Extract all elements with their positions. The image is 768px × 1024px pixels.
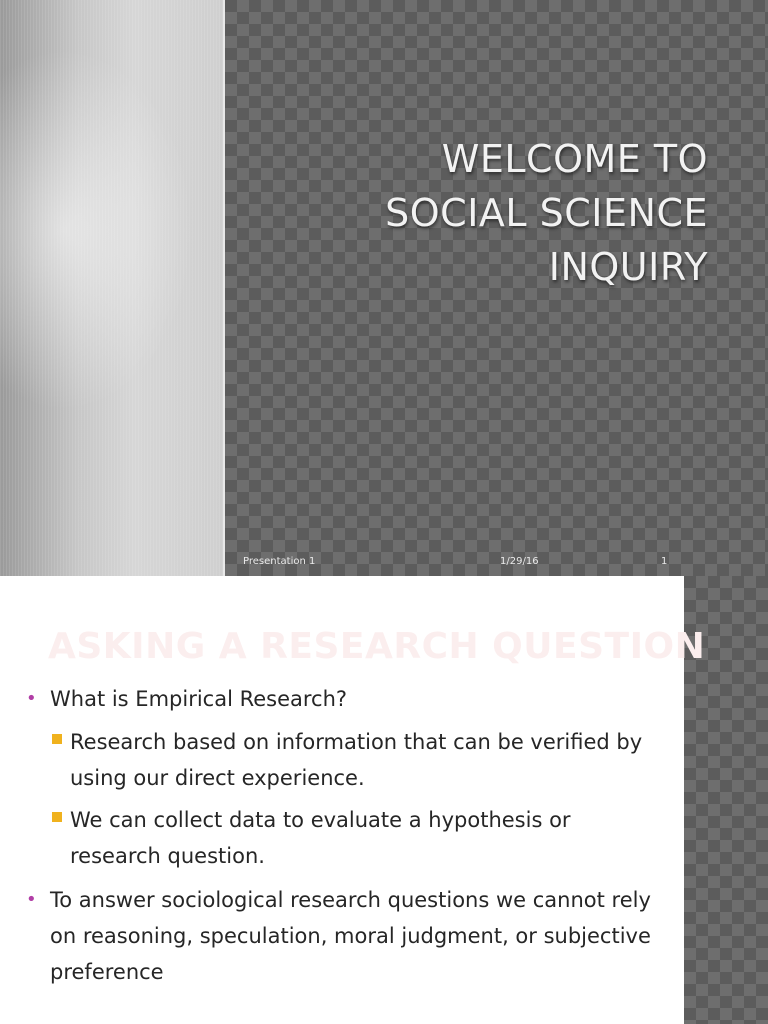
bullet-square-icon xyxy=(52,812,62,822)
list-item xyxy=(26,681,656,717)
sub-list-item xyxy=(52,724,662,796)
bullet-dot-icon: • xyxy=(26,688,37,709)
bullet-square-icon xyxy=(52,734,62,744)
sub-bullet-text: We can collect data to evaluate a hypothesis or research question. xyxy=(70,808,571,868)
title-slide-left-panel xyxy=(0,0,223,576)
footer-presentation-name: Presentation 1 xyxy=(243,556,316,567)
sub-list-item xyxy=(52,802,662,874)
slide-title: WELCOME TO SOCIAL SCIENCE INQUIRY xyxy=(385,137,708,289)
footer-slide-number: 1 xyxy=(661,556,668,567)
sub-bullet-text: Research based on information that can be verified by using our direct experience. xyxy=(70,730,643,790)
bullet-text: To answer sociological research questions we cannot rely on reasoning, speculation, moral judgment, or subjective preference xyxy=(50,888,651,984)
content-slide xyxy=(0,576,768,1024)
list-item xyxy=(26,882,656,990)
bullet-text: What is Empirical Research? xyxy=(50,687,348,711)
footer-date: 1/29/16 xyxy=(500,556,539,567)
content-slide-title: ASKING A RESEARCH QUESTION xyxy=(48,626,706,667)
bullet-dot-icon: • xyxy=(26,889,37,910)
